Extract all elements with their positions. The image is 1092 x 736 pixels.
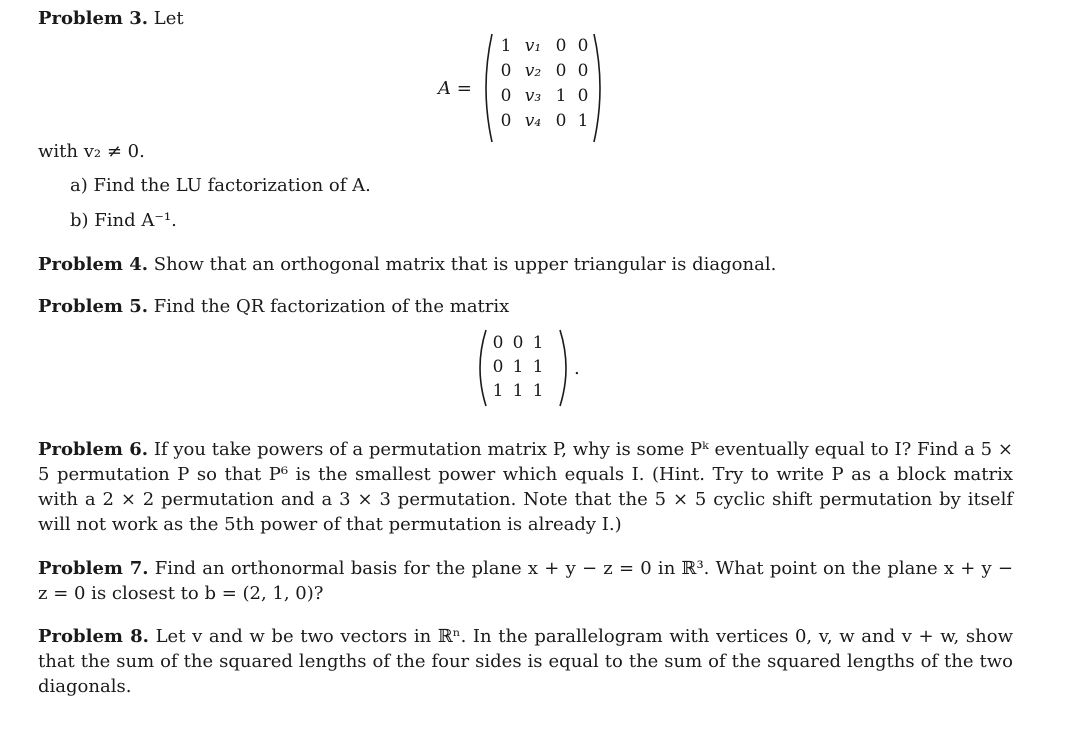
matrix-a-right-paren bbox=[592, 32, 608, 144]
problem-3-part-a: a) Find the LU factorization of A. bbox=[70, 175, 371, 196]
problem-6 bbox=[38, 437, 1013, 537]
problem-3-part-b: b) Find A⁻¹. bbox=[70, 210, 177, 231]
matrix-a-label: A = bbox=[438, 78, 472, 99]
matrix-a-cell: v₄ bbox=[524, 111, 542, 131]
matrix-a-cell: 1 bbox=[577, 111, 589, 131]
problem-6-heading: Problem 6. bbox=[38, 439, 149, 460]
matrix-a-cell: 0 bbox=[500, 111, 512, 131]
problem-3-condition: with v₂ ≠ 0. bbox=[38, 141, 145, 162]
matrix-qr-cell: 1 bbox=[492, 381, 504, 401]
matrix-qr-left-paren bbox=[472, 328, 488, 408]
problem-3-title bbox=[38, 6, 184, 31]
problem-4-heading: Problem 4. bbox=[38, 254, 149, 275]
matrix-a-cell: 1 bbox=[555, 86, 567, 106]
matrix-a-cell: v₂ bbox=[524, 61, 542, 81]
problem-4-text: Show that an orthogonal matrix that is upper triangular is diagonal. bbox=[153, 254, 777, 275]
matrix-qr-cell: 1 bbox=[532, 381, 544, 401]
matrix-a-cell: 0 bbox=[555, 61, 567, 81]
matrix-qr-cell: 1 bbox=[532, 333, 544, 353]
problem-3-intro: Let bbox=[153, 8, 184, 29]
matrix-a-cell: 0 bbox=[555, 36, 567, 56]
problem-6-text: If you take powers of a permutation matrix P, why is some Pᵏ eventually equal to I? Find a 5 × 5 permutation P so that P⁶ is the smallest power which equals I. (Hint. Try to write P as a block matrix with a 2 × 2 permutation and a 3 × 3 permutation. Note that the 5 × 5 cyclic shift permutation by itself will not work as the 5th power of that permutation is already I.) bbox=[38, 439, 1013, 535]
problem-5 bbox=[38, 294, 509, 319]
matrix-a-left-paren bbox=[478, 32, 494, 144]
matrix-a-cell: 0 bbox=[500, 61, 512, 81]
matrix-qr-cell: 0 bbox=[512, 333, 524, 353]
problem-8-heading: Problem 8. bbox=[38, 626, 149, 647]
matrix-a-cell: v₁ bbox=[524, 36, 542, 56]
problem-5-heading: Problem 5. bbox=[38, 296, 149, 317]
matrix-qr bbox=[488, 331, 548, 403]
problem-7-heading: Problem 7. bbox=[38, 558, 149, 579]
problem-7 bbox=[38, 556, 1013, 606]
problem-8 bbox=[38, 624, 1013, 699]
matrix-a-cell: v₃ bbox=[524, 86, 542, 106]
matrix-qr-period: . bbox=[574, 358, 580, 379]
problem-7-text: Find an orthonormal basis for the plane x + y − z = 0 in ℝ³. What point on the plane x + y − z = 0 is closest to b = (2, 1, 0)? bbox=[38, 558, 1013, 604]
matrix-a-cell: 0 bbox=[500, 86, 512, 106]
matrix-qr-cell: 1 bbox=[532, 357, 544, 377]
matrix-qr-cell: 1 bbox=[512, 357, 524, 377]
problem-4 bbox=[38, 252, 776, 277]
matrix-a-cell: 0 bbox=[577, 86, 589, 106]
matrix-a-cell: 0 bbox=[555, 111, 567, 131]
matrix-qr-cell: 0 bbox=[492, 357, 504, 377]
matrix-a-cell: 1 bbox=[500, 36, 512, 56]
problem-5-text: Find the QR factorization of the matrix bbox=[153, 296, 510, 317]
matrix-qr-cell: 1 bbox=[512, 381, 524, 401]
matrix-a-cell: 0 bbox=[577, 61, 589, 81]
matrix-qr-cell: 0 bbox=[492, 333, 504, 353]
matrix-qr-right-paren bbox=[558, 328, 574, 408]
matrix-a bbox=[496, 34, 594, 134]
matrix-a-cell: 0 bbox=[577, 36, 589, 56]
problem-3-heading: Problem 3. bbox=[38, 8, 149, 29]
problem-8-text: Let v and w be two vectors in ℝⁿ. In the parallelogram with vertices 0, v, w and v + w, show that the sum of the squared lengths of the four sides is equal to the sum of the squared lengths of the two diagonals. bbox=[38, 626, 1013, 697]
